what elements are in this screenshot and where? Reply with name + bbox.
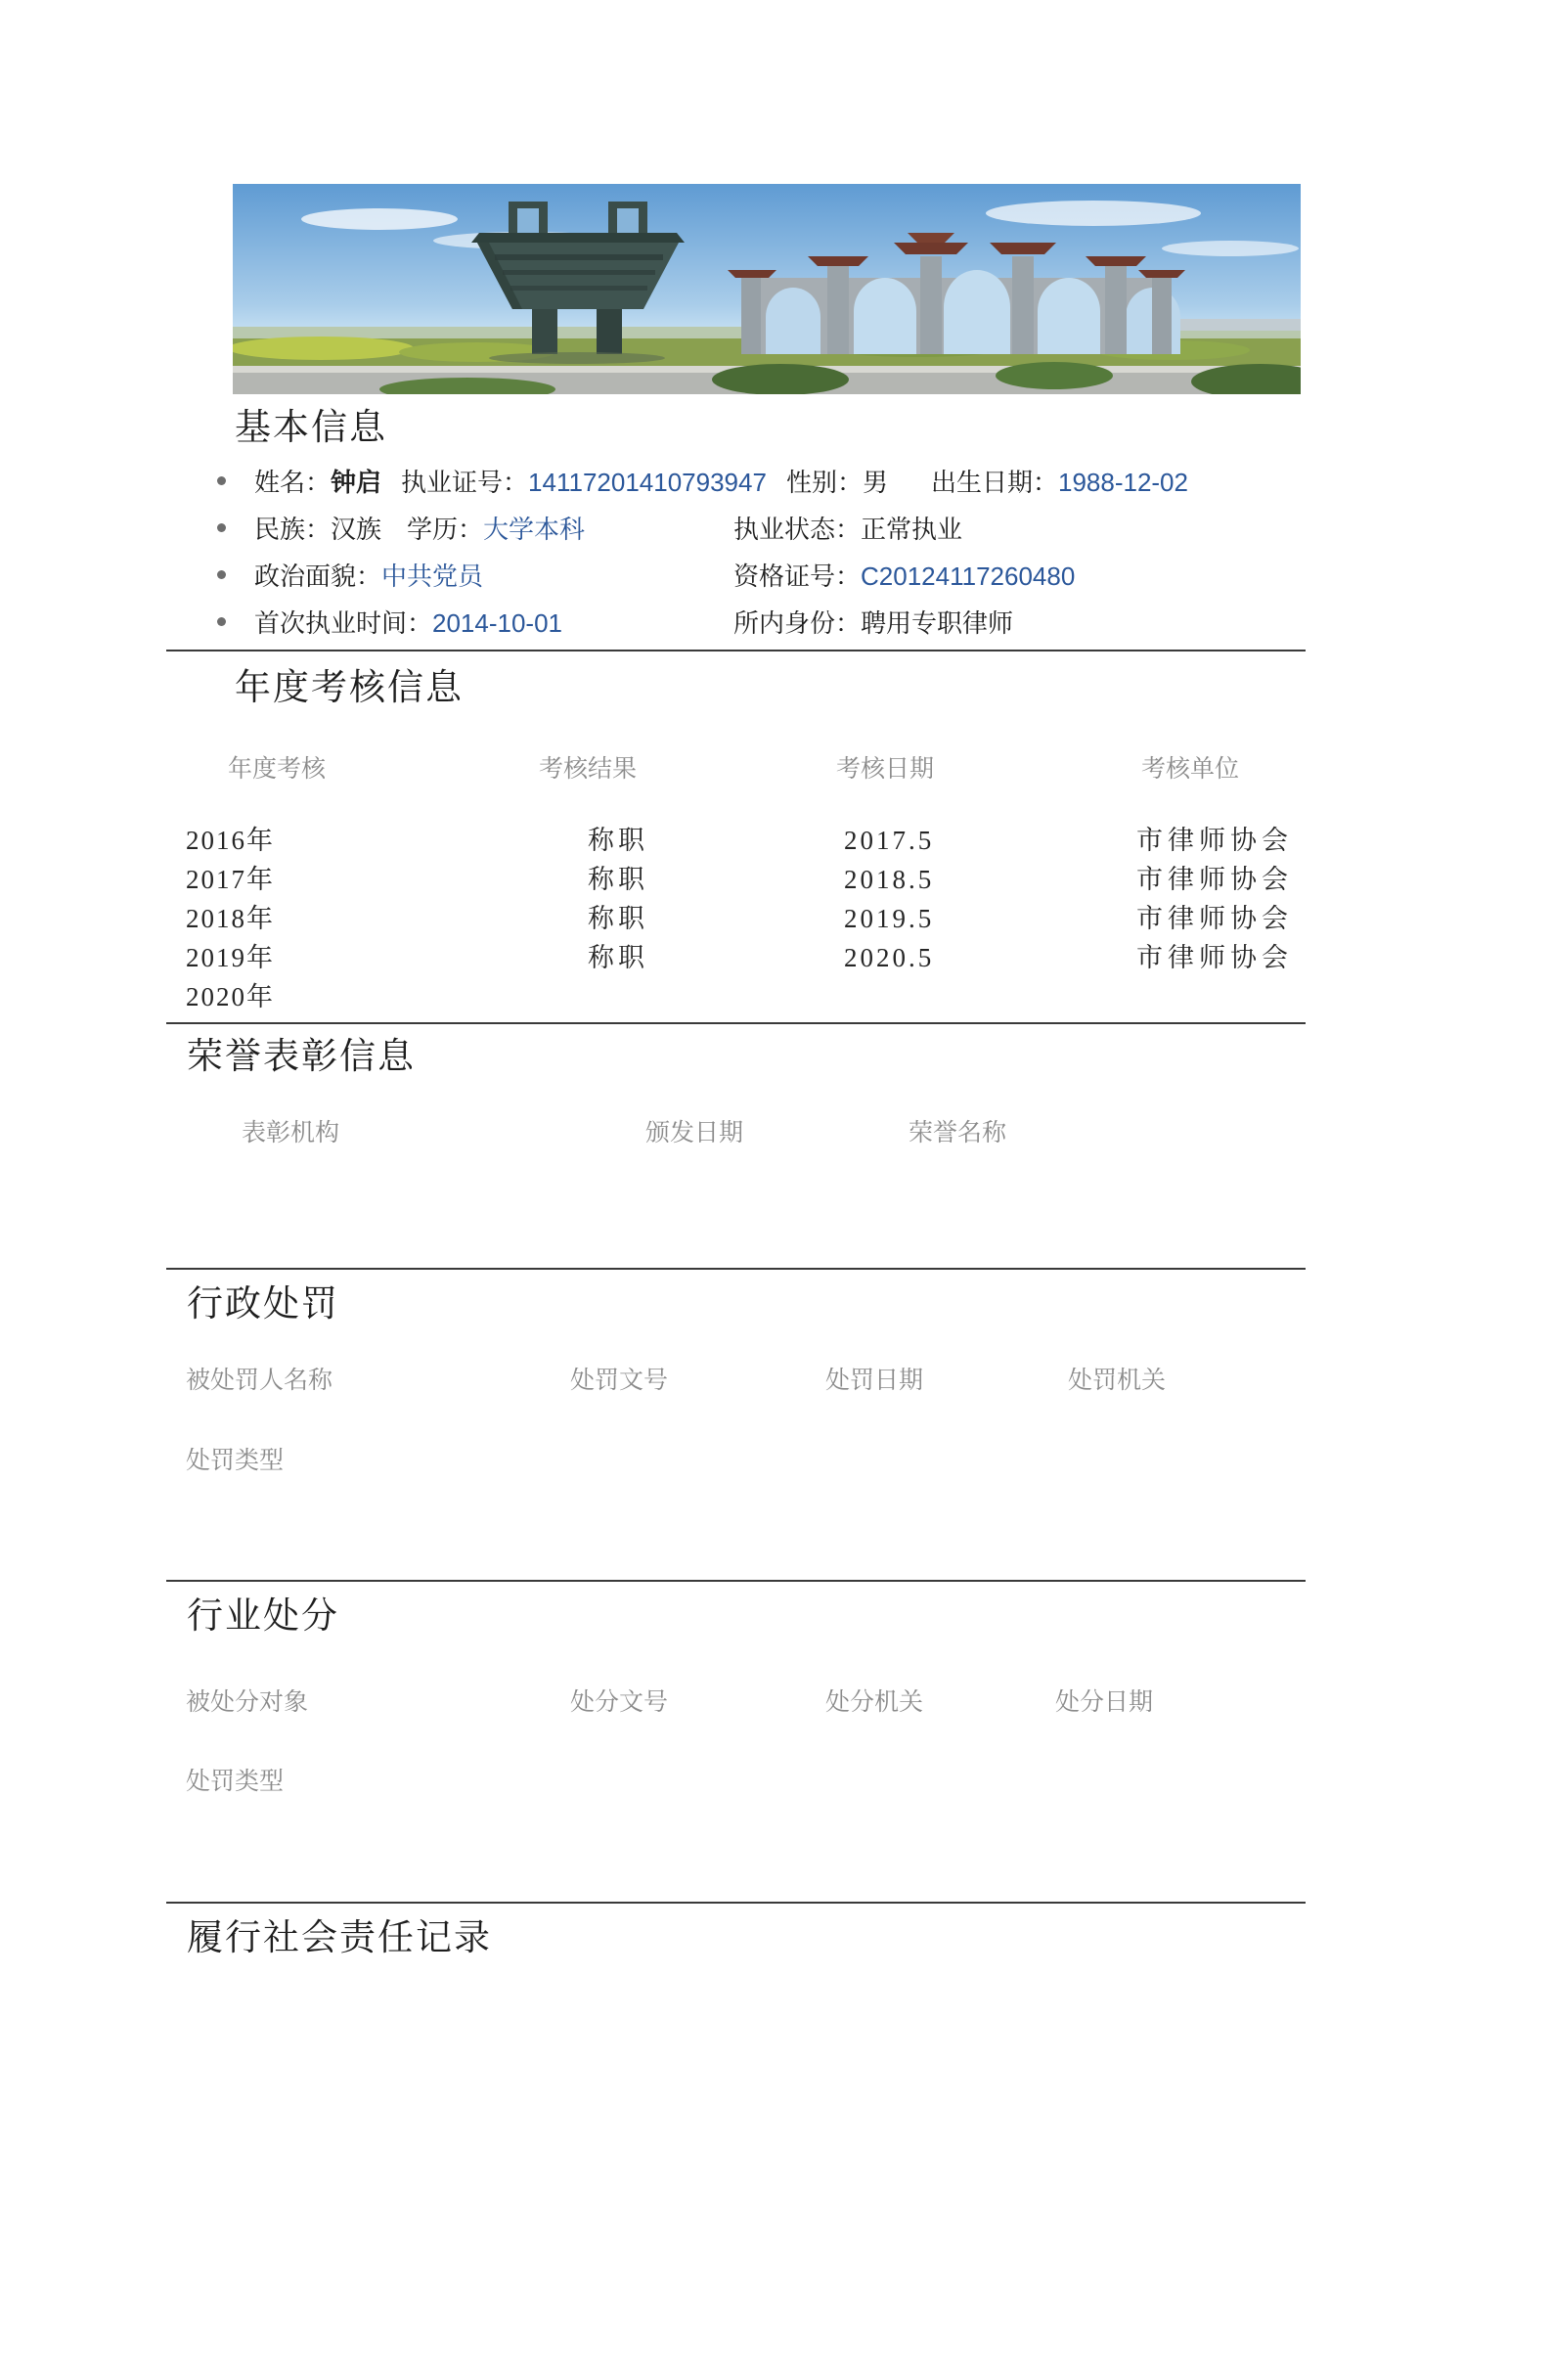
license-number-value: 14117201410793947: [528, 467, 767, 497]
qualification-cert-field: 资格证号：C20124117260480: [733, 561, 1076, 591]
political-status-value: 中共党员: [381, 561, 484, 591]
license-number-field: 执业证号：14117201410793947: [401, 467, 767, 497]
qualification-cert-value: C20124117260480: [861, 561, 1076, 591]
section-divider: [166, 1902, 1306, 1904]
col-header-discipline-date: 处分日期: [1055, 1688, 1154, 1716]
table-row: 2020年: [186, 982, 275, 1011]
section-title-admin-penalty: 行政处罚: [187, 1284, 339, 1325]
col-header-penalized-name: 被处罚人名称: [186, 1367, 333, 1394]
first-practice-date-field: 首次执业时间：2014-10-01: [254, 607, 563, 638]
assessment-table-body: [166, 821, 1306, 1016]
col-header-result: 考核结果: [539, 755, 638, 783]
section-title-social-responsibility: 履行社会责任记录: [187, 1918, 492, 1958]
admin-penalty-type-header: [166, 1446, 1306, 1475]
col-header-date: 考核日期: [836, 755, 935, 783]
firm-role-value: 聘用专职律师: [861, 607, 1014, 638]
section-title-industry-discipline: 行业处分: [187, 1596, 339, 1637]
birthdate-value: 1988-12-02: [1057, 467, 1188, 497]
industry-discipline-table-header: [166, 1687, 1306, 1717]
col-header-penalty-doc-no: 处罚文号: [570, 1367, 669, 1394]
col-header-discipline-org: 处分机关: [825, 1688, 924, 1716]
col-header-awarding-org: 表彰机构: [242, 1119, 340, 1146]
col-header-issue-date: 颁发日期: [645, 1119, 744, 1146]
bullet-icon: [217, 476, 226, 485]
col-header-discipline-doc-no: 处分文号: [570, 1688, 669, 1716]
col-header-year: 年度考核: [228, 755, 327, 783]
table-row: 2017年 称职 2018.5 市律师协会: [186, 865, 1293, 894]
col-header-honor-name: 荣誉名称: [909, 1119, 1007, 1146]
assessment-table-header: [166, 754, 1306, 784]
political-status-field: 政治面貌：中共党员: [254, 561, 484, 591]
name-value: 钟启: [331, 467, 382, 497]
education-field: 学历：大学本科: [407, 514, 586, 544]
header-photo: [233, 184, 1301, 394]
education-value: 大学本科: [483, 514, 586, 544]
col-header-penalty-org: 处罚机关: [1068, 1367, 1167, 1394]
table-row: 2018年 称职 2019.5 市律师协会: [186, 904, 1293, 933]
basic-info-row-1: [217, 467, 1306, 497]
section-title-annual-assessment: 年度考核信息: [235, 668, 464, 708]
honors-table-header: [166, 1118, 1306, 1147]
gender-field: 性别：男: [785, 467, 888, 497]
ethnicity-field: 民族：汉族: [254, 514, 382, 544]
basic-info-row-4: [217, 607, 1306, 638]
basic-info-row-3: [217, 561, 1306, 591]
bush: [712, 364, 849, 394]
col-header-penalty-date: 处罚日期: [825, 1367, 924, 1394]
bullet-icon: [217, 523, 226, 532]
section-divider: [166, 1022, 1306, 1024]
col-header-penalty-type: 处罚类型: [186, 1768, 285, 1795]
col-header-org: 考核单位: [1141, 755, 1240, 783]
table-row: 2019年 称职 2020.5 市律师协会: [186, 943, 1293, 972]
admin-penalty-table-header: [166, 1366, 1306, 1395]
firm-role-field: 所内身份：聘用专职律师: [733, 607, 1014, 638]
bullet-icon: [217, 617, 226, 626]
gender-value: 男: [862, 467, 888, 497]
table-row: 2016年 称职 2017.5 市律师协会: [186, 826, 1293, 855]
industry-discipline-type-header: [166, 1767, 1306, 1796]
birthdate-field: 出生日期：1988-12-02: [930, 467, 1188, 497]
practice-status-field: 执业状态：正常执业: [733, 514, 963, 544]
bush: [996, 362, 1113, 389]
section-divider: [166, 650, 1306, 651]
bullet-icon: [217, 570, 226, 579]
lawyer-profile-page: [166, 184, 1306, 1962]
practice-status-value: 正常执业: [861, 514, 963, 544]
section-title-basic-info: 基本信息: [235, 408, 387, 448]
col-header-penalty-type: 处罚类型: [186, 1447, 285, 1474]
section-divider: [166, 1268, 1306, 1270]
basic-info-row-2: [217, 514, 1306, 544]
first-practice-date-value: 2014-10-01: [432, 607, 563, 638]
section-title-honors: 荣誉表彰信息: [187, 1037, 416, 1077]
section-divider: [166, 1580, 1306, 1582]
col-header-disciplined-target: 被处分对象: [186, 1688, 309, 1716]
ethnicity-value: 汉族: [331, 514, 382, 544]
name-field: 姓名：钟启: [254, 467, 382, 497]
